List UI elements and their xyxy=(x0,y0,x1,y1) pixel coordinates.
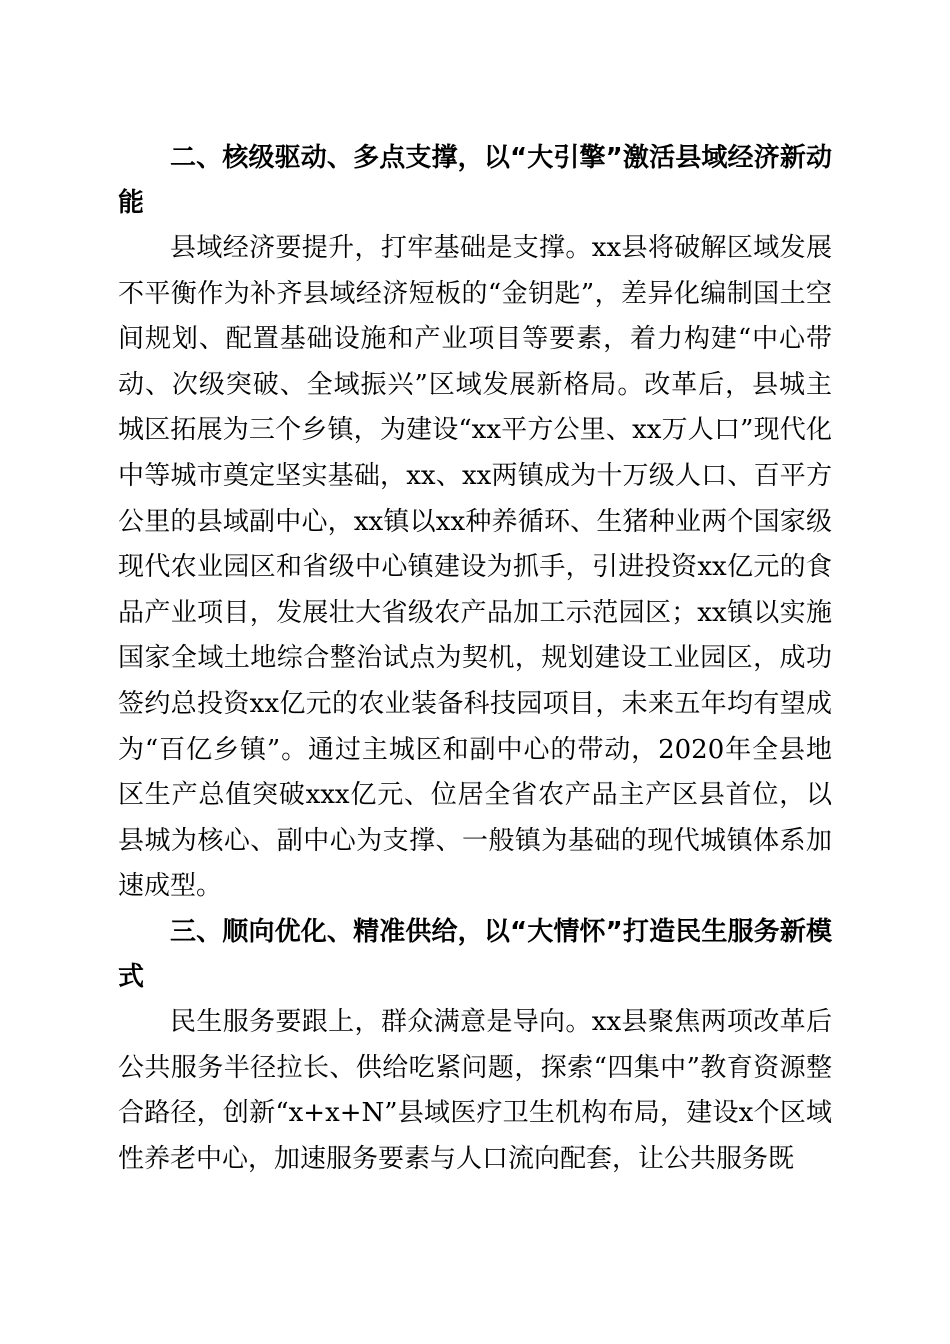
section-3-paragraph: 民生服务要跟上，群众满意是导向。xx县聚焦两项改革后公共服务半径拉长、供给吃紧问题，探索“四集中”教育资源整合路径，创新“x+x+N”县域医疗卫生机构布局，建设x个区域性养老中心，加速服务要素与人口流向配套，让公共服务既 xyxy=(118,1006,832,1174)
section-3-heading: 三、顺向优化、精准供给，以“大情怀”打造民生服务新模式 xyxy=(118,916,832,992)
section-2-heading: 二、核级驱动、多点支撑，以“大引擎”激活县域经济新动能 xyxy=(118,143,832,218)
document-body xyxy=(118,136,832,1182)
section-2-paragraph: 县域经济要提升，打牢基础是支撑。xx县将破解区域发展不平衡作为补齐县域经济短板的“金钥匙”，差异化编制国土空间规划、配置基础设施和产业项目等要素，着力构建“中心带动、次级突破、全域振兴”区域发展新格局。改革后，县城主城区拓展为三个乡镇，为建设“xx平方公里、xx万人口”现代化中等城市奠定坚实基础，xx、xx两镇成为十万级人口、百平方公里的县域副中心，xx镇以xx种养循环、生猪种业两个国家级现代农业园区和省级中心镇建设为抓手，引进投资xx亿元的食品产业项目，发展壮大省级农产品加工示范园区；xx镇以实施国家全域土地综合整治试点为契机，规划建设工业园区，成功签约总投资xx亿元的农业装备科技园项目，未来五年均有望成为“百亿乡镇”。通过主城区和副中心的带动，2020年全县地区生产总值突破xxx亿元、位居全省农产品主产区县首位，以县城为核心、副中心为支撑、一般镇为基础的现代城镇体系加速成型。 xyxy=(118,233,832,902)
